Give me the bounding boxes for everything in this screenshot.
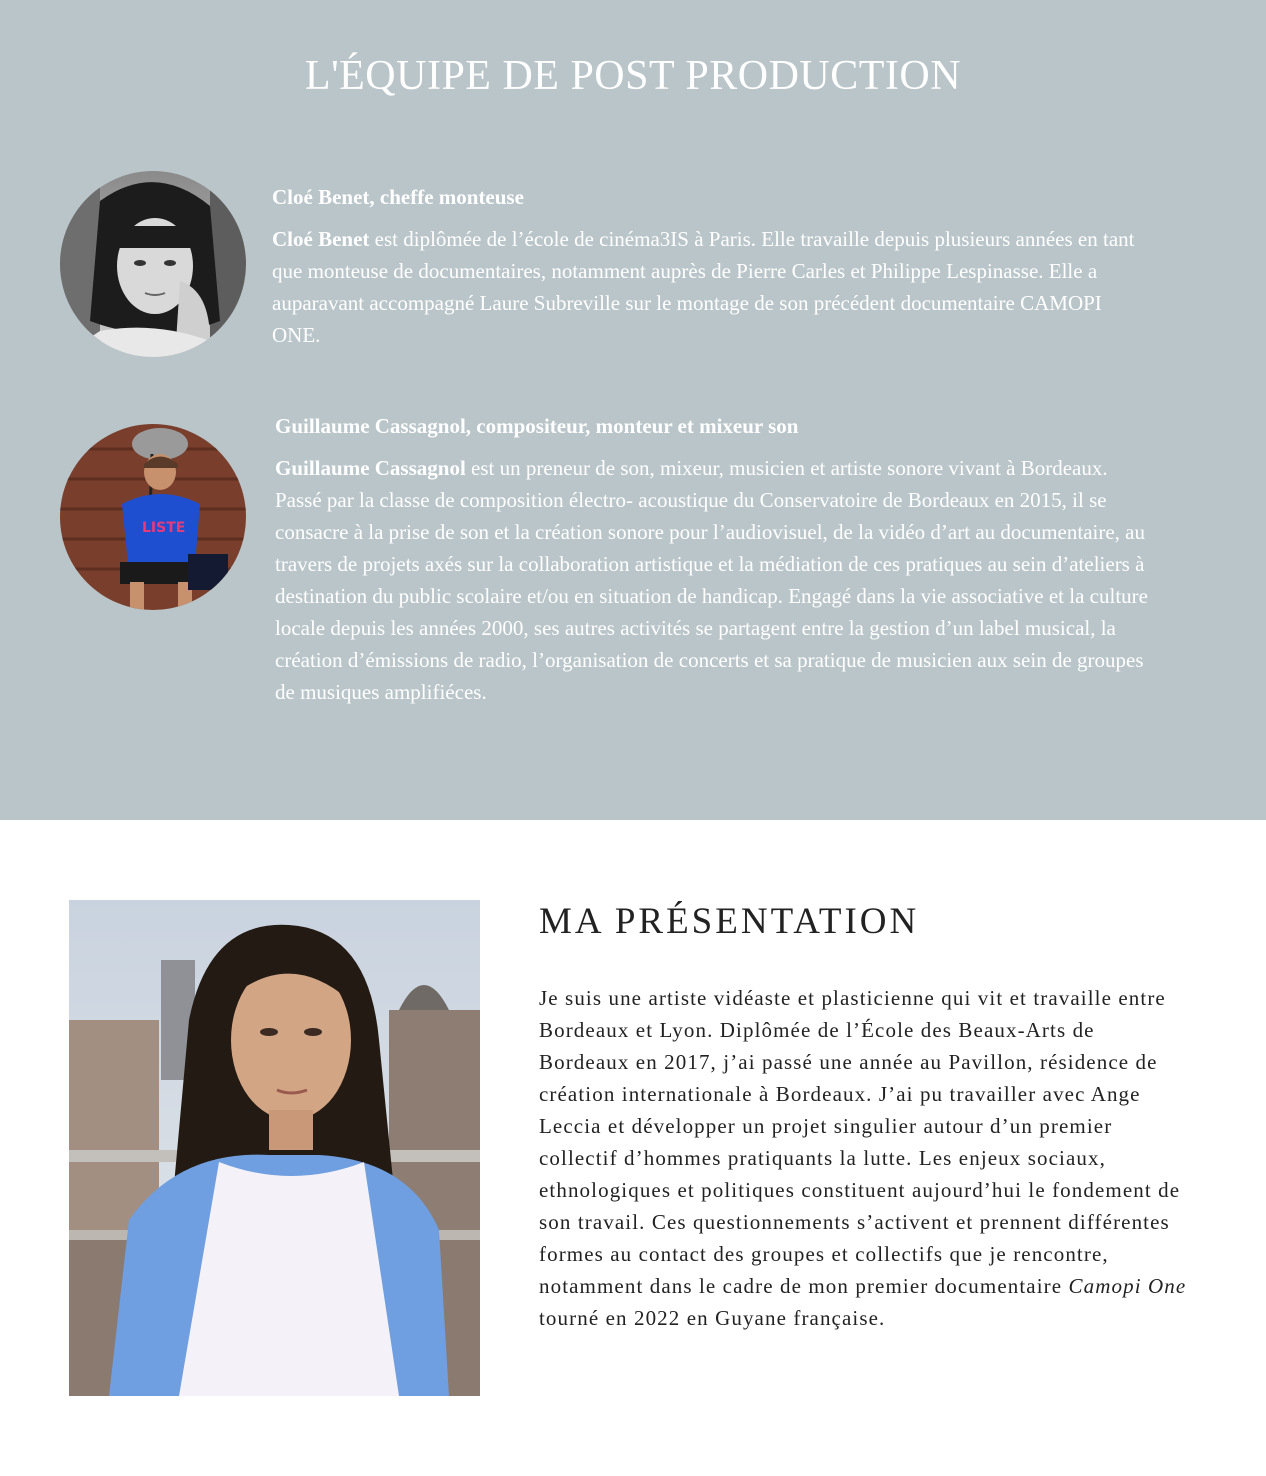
avatar-guillaume-cassagnol [60, 424, 246, 610]
avatar-cloe-benet [60, 171, 246, 357]
member-bio-text: est un preneur de son, mixeur, musicien et artiste sonore vivant à Bordeaux. Passé par la classe de composition électro- acoustique du Conservatoire de Bordeaux en 2015, il se consacre à la prise de son et la création sonore pour l’audiovisuel, de la vidéo d’art au documentaire, au travers de projets axés sur la collaboration artistique et la médiation de ces pratiques au sein d’ateliers à destination du public scolaire et/ou en situation de handicap. Engagé dans la vie associative et la culture locale depuis les années 2000, ses autres activités se partagent entre la gestion d’un label musical, la création d’émissions de radio, l’organisation de concerts et sa pratique de musicien aux sein de groupes de musiques amplifiéces. [275, 456, 1148, 704]
presentation-body [539, 982, 1189, 1334]
member-text-guillaume [275, 410, 1155, 708]
member-text-cloe [272, 181, 1152, 351]
documentary-title: Camopi One [1068, 1274, 1187, 1298]
portrait-photo-guillaume [60, 424, 246, 610]
member-heading: Cloé Benet, cheffe monteuse [272, 185, 524, 209]
presentation-body-text: Je suis une artiste vidéaste et plasticienne qui vit et travaille entre Bordeaux et Lyon. Diplômée de l’École des Beaux-Arts de Bordeaux en 2017, j’ai passé une année au Pavillon, résidence de création internationale à Bordeaux. J’ai pu travailler avec Ange Leccia et développer un projet singulier autour d’un premier collectif d’hommes pratiquants la lutte. Les enjeux sociaux, ethnologiques et politiques constituent aujourd’hui le fondement de son travail. Ces questionnements s’activent et prennent différentes formes au contact des groupes et collectifs que je rencontre, notamment dans le cadre de mon premier documentaire [539, 986, 1181, 1298]
portrait-photo-artist [69, 900, 480, 1396]
member-name: Guillaume Cassagnol [275, 456, 466, 480]
presentation-body-text-end: tourné en 2022 en Guyane française. [539, 1306, 886, 1330]
member-heading: Guillaume Cassagnol, compositeur, monteur et mixeur son [275, 414, 799, 438]
member-bio-text: est diplômée de l’école de cinéma3IS à Paris. Elle travaille depuis plusieurs années en tant que monteuse de documentaires, notamment auprès de Pierre Carles et Philippe Lespinasse. Elle a auparavant accompagné Laure Subreville sur le montage de son précédent documentaire CAMOPI ONE. [272, 227, 1135, 347]
svg-text:LISTE: LISTE [142, 520, 186, 536]
member-bio [275, 452, 1155, 708]
presentation-portrait-photo [69, 900, 480, 1396]
member-name: Cloé Benet [272, 227, 370, 251]
member-bio [272, 223, 1152, 351]
team-section-title: L'ÉQUIPE DE POST PRODUCTION [304, 53, 962, 99]
presentation-title: MA PRÉSENTATION [539, 901, 920, 942]
portrait-photo-cloe [60, 171, 246, 357]
